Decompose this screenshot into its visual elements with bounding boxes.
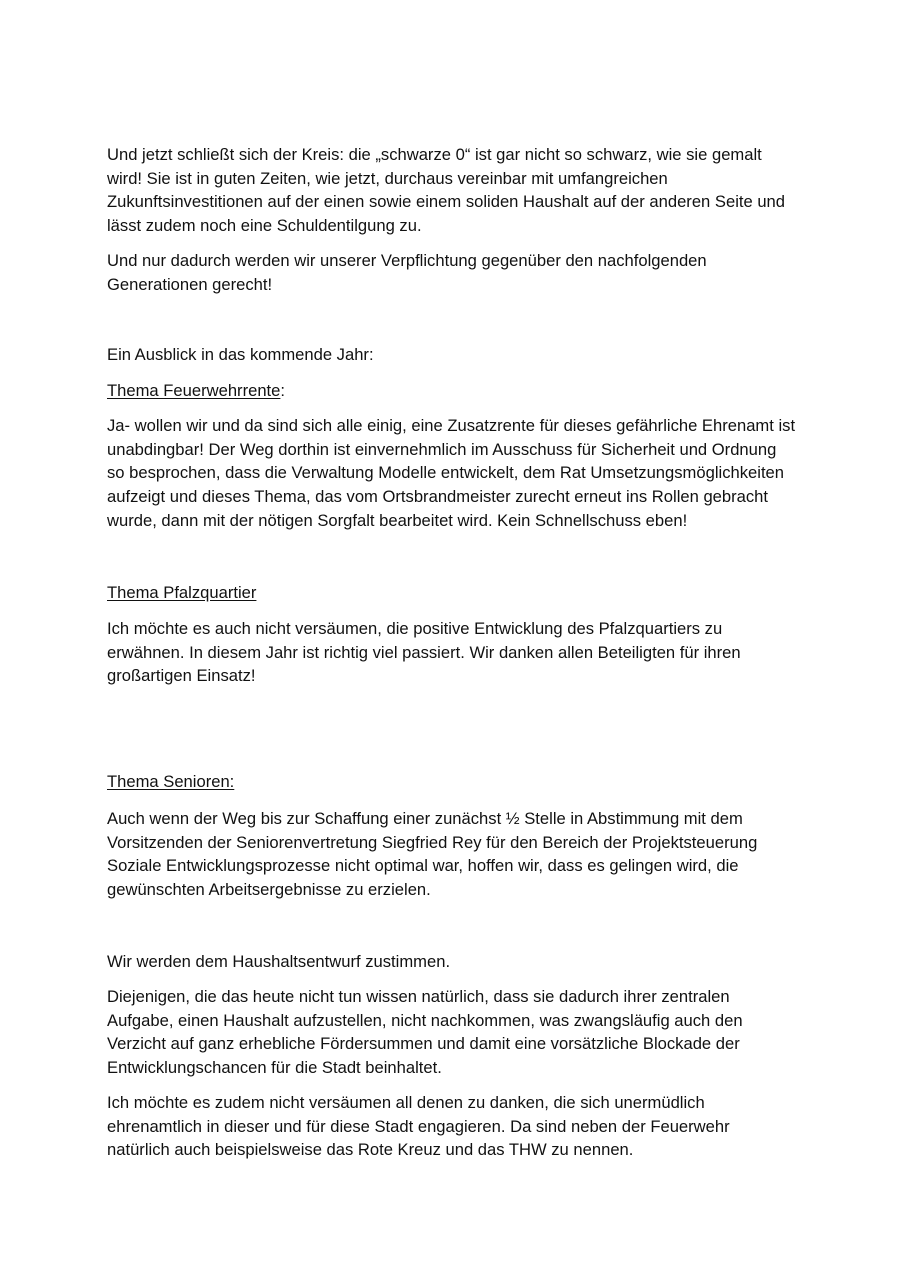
text-line: so besprochen, dass die Verwaltung Modelle entwickelt, dem Rat Umsetzungsmöglichkeiten bbox=[107, 463, 785, 483]
text-line: aufzeigt und dieses Thema, das vom Ortsbrandmeister zurecht erneut ins Rollen gebracht bbox=[107, 487, 769, 507]
text-line: Ich möchte es auch nicht versäumen, die positive Entwicklung des Pfalzquartiers zu bbox=[107, 619, 723, 638]
text-line: Diejenigen, die das heute nicht tun wissen natürlich, dass sie dadurch ihrer zentralen bbox=[107, 987, 730, 1006]
section-heading-feuerwehrrente bbox=[107, 379, 807, 403]
text-line: Vorsitzenden der Seniorenvertretung Siegfried Rey für den Bereich der Projektsteuerung bbox=[107, 832, 758, 852]
paragraph-others bbox=[107, 985, 807, 1080]
heading-suffix: : bbox=[280, 381, 286, 400]
text-line: Entwicklungschancen für die Stadt beinhaltet. bbox=[107, 1058, 442, 1078]
text-line: wird! Sie ist in guten Zeiten, wie jetzt, durchaus vereinbar mit umfangreichen bbox=[107, 168, 668, 188]
outlook-intro: Ein Ausblick in das kommende Jahr: bbox=[107, 345, 374, 364]
text-line: Verzicht auf ganz erhebliche Fördersummen und damit eine vorsätzliche Blockade der bbox=[107, 1034, 740, 1054]
paragraph-pfalzquartier bbox=[107, 617, 807, 688]
text-line: unabdingbar! Der Weg dorthin ist einvernehmlich im Ausschuss für Sicherheit und Ordnung bbox=[107, 439, 777, 459]
text-line: Und jetzt schließt sich der Kreis: die „schwarze 0“ ist gar nicht so schwarz, wie sie gemalt bbox=[107, 145, 762, 164]
text-line: erwähnen. In diesem Jahr ist richtig viel passiert. Wir danken allen Beteiligten für ihren bbox=[107, 642, 741, 662]
text-line: ehrenamtlich in dieser und für diese Stadt engagieren. Da sind neben der Feuerwehr bbox=[107, 1116, 730, 1136]
text-line: Ich möchte es zudem nicht versäumen all denen zu danken, die sich unermüdlich bbox=[107, 1093, 705, 1112]
text-line: Und nur dadurch werden wir unserer Verpflichtung gegenüber den nachfolgenden bbox=[107, 251, 707, 270]
paragraph-senioren bbox=[107, 807, 807, 902]
section-heading-pfalzquartier bbox=[107, 581, 807, 605]
paragraph-thanks bbox=[107, 1091, 807, 1162]
text-line: gewünschten Arbeitsergebnisse zu erzielen. bbox=[107, 880, 431, 900]
heading-text: Thema Senioren: bbox=[107, 772, 235, 791]
text-line: großartigen Einsatz! bbox=[107, 666, 256, 686]
text-line: Ja- wollen wir und da sind sich alle einig, eine Zusatzrente für dieses gefährliche Ehrenamt ist bbox=[107, 416, 796, 435]
heading-text: Thema Pfalzquartier bbox=[107, 583, 257, 602]
text-line: Soziale Entwicklungsprozesse nicht optimal war, hoffen wir, dass es gelingen wird, die bbox=[107, 856, 739, 876]
text-line: wurde, dann mit der nötigen Sorgfalt bearbeitet wird. Kein Schnellschuss eben! bbox=[107, 510, 688, 530]
paragraph-verpflichtung bbox=[107, 249, 807, 296]
text-line: Generationen gerecht! bbox=[107, 274, 273, 294]
text-line: Aufgabe, einen Haushalt aufzustellen, nicht nachkommen, was zwangsläufig auch den bbox=[107, 1010, 743, 1030]
heading-text: Thema Feuerwehrrente bbox=[107, 381, 281, 400]
text-line: lässt zudem noch eine Schuldentilgung zu. bbox=[107, 216, 422, 236]
section-heading-senioren bbox=[107, 770, 807, 794]
vote-statement: Wir werden dem Haushaltsentwurf zustimmen. bbox=[107, 952, 451, 971]
text-line: natürlich auch beispielsweise das Rote Kreuz und das THW zu nennen. bbox=[107, 1140, 634, 1160]
paragraph-schwarze-null bbox=[107, 143, 807, 238]
text-line: Zukunftsinvestitionen auf der einen sowie einem soliden Haushalt auf der anderen Seite und bbox=[107, 192, 786, 212]
paragraph-feuerwehrrente bbox=[107, 414, 807, 533]
text-line: Auch wenn der Weg bis zur Schaffung einer zunächst ½ Stelle in Abstimmung mit dem bbox=[107, 809, 743, 828]
